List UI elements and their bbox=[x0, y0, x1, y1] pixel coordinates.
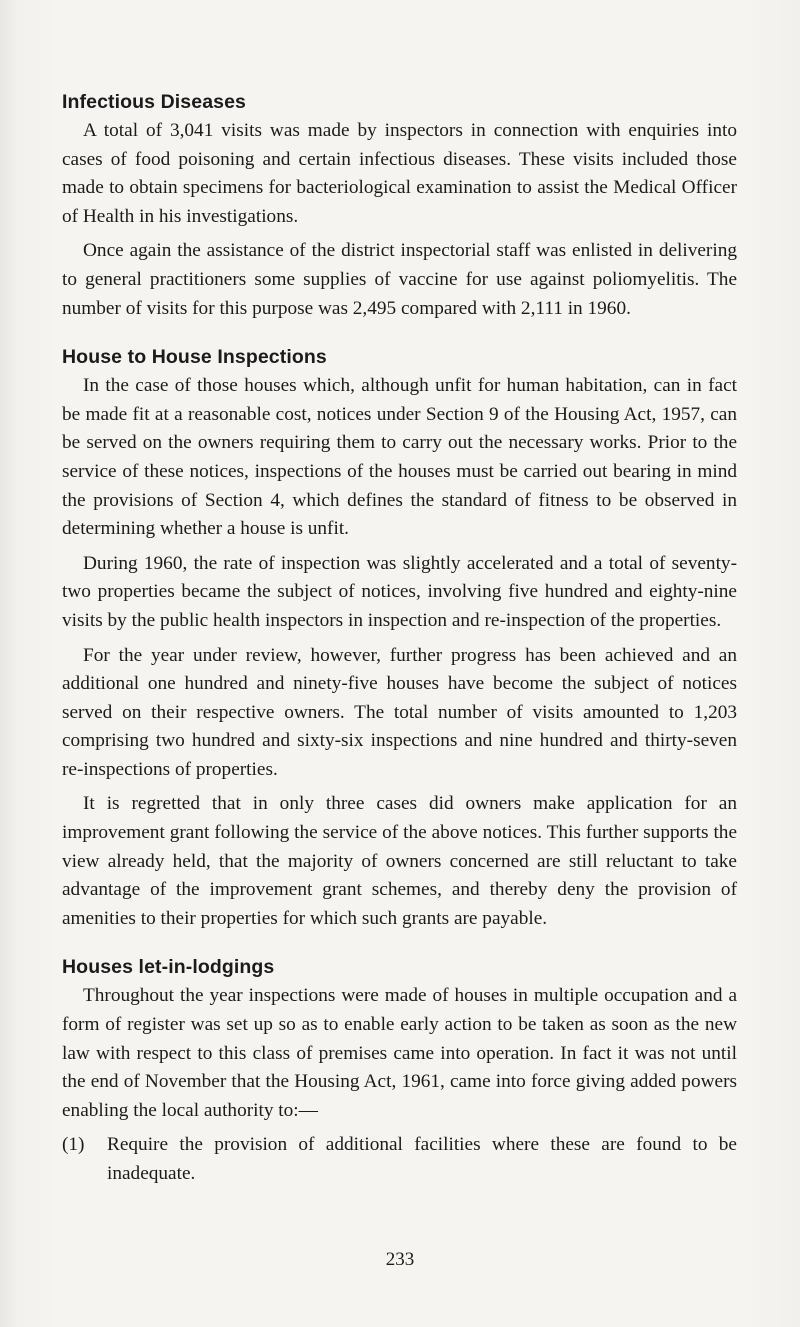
paragraph: During 1960, the rate of inspection was slightly accelerated and a total of seventy-two properties became the subject of notices, involving five hundred and eighty-nine visits by the public health inspectors in inspection and re-inspection of the properties. bbox=[62, 552, 737, 631]
paragraph: Once again the assistance of the district inspectorial staff was enlisted in delivering to general practitioners some supplies of vaccine for use against poliomyelitis. The number of visits for this purpose was 2,495 compared with 2,111 in 1960. bbox=[62, 240, 737, 319]
section-infectious-diseases bbox=[62, 88, 737, 323]
section-house-to-house-inspections bbox=[62, 343, 737, 933]
list-item-text: Require the provision of additional facilities where these are found to be inadequate. bbox=[107, 1134, 737, 1184]
paragraph: It is regretted that in only three cases did owners make application for an improvement grant following the service of the above notices. This further supports the view already held, that the majority of owners concerned are still reluctant to take advantage of the improvement grant schemes, and thereby deny the provision of amenities to their properties for which such grants are payable. bbox=[62, 793, 737, 929]
paragraph: A total of 3,041 visits was made by inspectors in connection with enquiries into cases of food poisoning and certain infectious diseases. These visits included those made to obtain specimens for bacteriological examination to assist the Medical Officer of Health in his investigations. bbox=[62, 120, 737, 227]
paragraph: For the year under review, however, further progress has been achieved and an additional one hundred and ninety-five houses have become the subject of notices served on their respective owners. The total number of visits amounted to 1,203 comprising two hundred and sixty-six inspections and nine hundred and thirty-seven re-inspections of properties. bbox=[62, 644, 737, 780]
list-item-number: (1) bbox=[62, 1134, 85, 1156]
paragraph: Throughout the year inspections were made of houses in multiple occupation and a form of register was set up so as to enable early action to be taken as soon as the new law with respect to this class of premises came into operation. In fact it was not until the end of November that the Housing Act, 1961, came into force giving added powers enabling the local authority to:— bbox=[62, 985, 737, 1121]
page-content bbox=[62, 88, 737, 1209]
page-number: 233 bbox=[385, 1249, 415, 1270]
section-heading: Infectious Diseases bbox=[62, 91, 246, 113]
section-heading: Houses let-in-lodgings bbox=[62, 956, 275, 979]
list-item bbox=[62, 1131, 737, 1188]
section-heading: House to House Inspections bbox=[62, 346, 327, 369]
section-houses-let-in-lodgings bbox=[62, 953, 737, 1188]
paragraph: In the case of those houses which, although unfit for human habitation, can in fact be made fit at a reasonable cost, notices under Section 9 of the Housing Act, 1957, can be served on the owners requiring them to carry out the necessary works. Prior to the service of these notices, inspections of the houses must be carried out bearing in mind the provisions of Section 4, which defines the standard of fitness to be observed in determining whether a house is unfit. bbox=[62, 375, 737, 540]
